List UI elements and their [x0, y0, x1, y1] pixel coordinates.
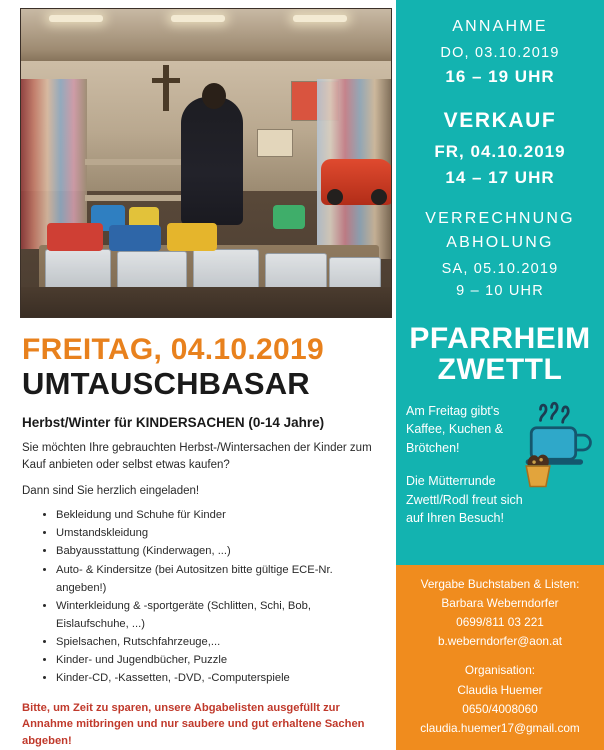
muffin-icon [518, 448, 558, 492]
contact-panel [396, 565, 604, 750]
photo-shelf [85, 195, 181, 201]
photo-toy-box [109, 225, 161, 251]
venue-line-2: ZWETTL [437, 353, 563, 387]
photo-floor [21, 287, 391, 317]
photo-toy-box [47, 223, 103, 251]
schedule-date: SA, 05.10.2019 [441, 260, 559, 277]
photo-visitor [181, 97, 243, 225]
schedule-title: ANNAHME [452, 18, 548, 35]
accepted-items-list [0, 506, 396, 687]
list-item: • Babyausstattung (Kinderwagen, ...) [56, 542, 380, 560]
schedule-time: 9 – 10 UHR [456, 282, 544, 299]
organisation-phone[interactable]: 0650/4008060 [462, 701, 538, 716]
divider [396, 651, 604, 661]
schedule-block-annahme [396, 18, 604, 91]
event-name: UMTAUSCHBASAR [22, 366, 310, 402]
schedule-time: 14 – 17 UHR [445, 168, 555, 188]
wall-cross-icon [163, 65, 169, 111]
invite-text: Dann sind Sie herzlich eingeladen! [22, 485, 200, 498]
vergabe-phone[interactable]: 0699/811 03 221 [456, 615, 544, 630]
organisation-email[interactable]: claudia.huemer17@gmail.com [420, 720, 580, 735]
event-category: Herbst/Winter für KINDERSACHEN (0-14 Jahre) [22, 414, 325, 430]
list-item: • Auto- & Kindersitze (bei Autositzen bitte gültige ECE-Nr. angeben!) [56, 561, 380, 597]
photo-toy [273, 205, 305, 229]
list-item: • Winterkleidung & -sportgeräte (Schlitten, Schi, Bob, Eislaufschuhe, ...) [56, 597, 380, 633]
schedule-date: FR, 04.10.2019 [434, 141, 566, 161]
intro-text: Sie möchten Ihre gebrauchten Herbst-/Wintersachen der Kinder zum Kauf anbieten oder selbst etwas kaufen? [22, 441, 372, 472]
list-item: • Bekleidung und Schuhe für Kinder [56, 506, 380, 524]
schedule-title: VERRECHNUNG [425, 209, 575, 227]
divider [396, 93, 604, 103]
list-item: • Umstandskleidung [56, 524, 380, 542]
schedule-panel [396, 0, 604, 565]
list-item: • Spielsachen, Rutschfahrzeuge,... [56, 633, 380, 651]
schedule-time: 16 – 19 UHR [445, 67, 555, 87]
page-title: FREITAG, 04.10.2019 [22, 332, 324, 366]
footnote-text: Bitte, um Zeit zu sparen, unsere Abgabelisten ausgefüllt zur Annahme mitbringen und nur saubere und gut erhaltene Sachen abgeben! [22, 701, 365, 748]
schedule-subtitle: ABHOLUNG [446, 233, 554, 251]
photo-wall-poster [257, 129, 293, 157]
photo-lamp [293, 15, 347, 22]
organizer-greeting: Die Mütterrunde Zwettl/Rodl freut sich auf Ihren Besuch! [406, 473, 523, 526]
schedule-title: VERKAUF [443, 108, 557, 132]
schedule-block-verrechnung [396, 210, 604, 303]
right-column [396, 0, 604, 750]
vergabe-name: Barbara Weberndorfer [441, 596, 559, 611]
photo-toy-box [167, 223, 217, 251]
schedule-block-verkauf [396, 109, 604, 192]
list-item: • Kinder- und Jugendbücher, Puzzle [56, 651, 380, 669]
venue-name [396, 324, 604, 385]
organisation-title: Organisation: [464, 663, 536, 678]
coffee-block [396, 402, 604, 458]
divider [396, 194, 604, 204]
photo-lamp [49, 15, 103, 22]
organisation-name: Claudia Huemer [457, 682, 543, 697]
vergabe-email[interactable]: b.weberndorfer@aon.at [437, 634, 563, 649]
vergabe-title: Vergabe Buchstaben & Listen: [420, 577, 580, 591]
photo-lamp [171, 15, 225, 22]
shop-photo [20, 8, 392, 318]
schedule-date: DO, 03.10.2019 [440, 45, 560, 61]
photo-toy-car [321, 159, 392, 205]
photo-visitor-head [202, 83, 226, 109]
venue-line-1: PFARRHEIM [409, 322, 591, 356]
photo-shelf [85, 159, 181, 165]
coffee-text: Am Freitag gibt's Kaffee, Kuchen & Brötchen! [406, 403, 504, 456]
list-item: • Kinder-CD, -Kassetten, -DVD, -Computerspiele [56, 669, 380, 687]
